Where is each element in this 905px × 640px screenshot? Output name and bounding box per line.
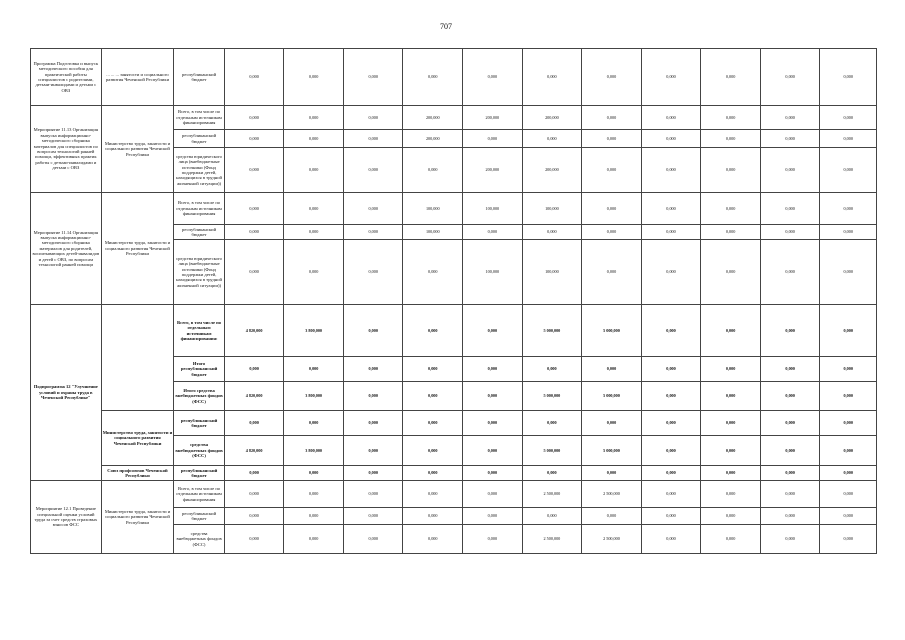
value-cell: 0,000 <box>582 225 642 240</box>
value-cell: 100,000 <box>522 193 582 225</box>
value-cell: 100,000 <box>463 240 523 305</box>
value-cell: 0,000 <box>701 106 761 130</box>
value-cell: 0,000 <box>820 193 877 225</box>
value-cell: 0,000 <box>343 225 403 240</box>
value-cell: 3 800,000 <box>284 436 344 466</box>
executor-cell: Министерство труда, занятости и социального развития Чеченской Республики <box>101 411 174 466</box>
program-name-cell: Подпрограмма 12 "Улучшение условий и охраны труда в Чеченской Республике" <box>31 305 102 481</box>
value-cell: 0,000 <box>343 193 403 225</box>
executor-cell: ... ... ... занятости и социального развития Чеченской Республики <box>101 49 174 106</box>
value-cell: 0,000 <box>760 436 820 466</box>
value-cell: 0,000 <box>224 130 284 148</box>
program-name-cell: Мероприятие 11.14 Организация выпуска информационно-методического сборника материалов для родителей, воспитывающих детей-инвалидов и детей с ОВЗ, по вопросам технологий ранней помощи <box>31 193 102 305</box>
funding-source-cell: республиканский бюджет <box>174 225 224 240</box>
value-cell: 0,000 <box>463 525 523 554</box>
value-cell: 0,000 <box>522 130 582 148</box>
value-cell: 0,000 <box>760 305 820 357</box>
value-cell: 0,000 <box>760 130 820 148</box>
value-cell: 0,000 <box>760 466 820 481</box>
value-cell: 0,000 <box>760 411 820 436</box>
value-cell: 0,000 <box>701 225 761 240</box>
funding-source-cell: республиканский бюджет <box>174 508 224 525</box>
program-name-cell: Мероприятие 11.13 Организация выпуска информационно-методического сборника материалов для специалистов по вопросам технологий ранней помощи, эффективных практик работы с детьми-инвалидами и детьми с ОВЗ <box>31 106 102 193</box>
funding-source-cell: республиканский бюджет <box>174 466 224 481</box>
value-cell: 0,000 <box>582 193 642 225</box>
value-cell: 0,000 <box>403 382 463 411</box>
table-row <box>31 305 877 357</box>
funding-source-cell: Итого средства внебюджетных фондов (ФСС) <box>174 382 224 411</box>
value-cell: 0,000 <box>701 382 761 411</box>
value-cell: 0,000 <box>403 240 463 305</box>
value-cell: 0,000 <box>641 466 701 481</box>
value-cell: 0,000 <box>760 225 820 240</box>
value-cell: 0,000 <box>641 148 701 193</box>
value-cell: 200,000 <box>522 106 582 130</box>
value-cell: 0,000 <box>463 411 523 436</box>
funding-source-cell: Всего, в том числе по отдельным источникам финансирования <box>174 481 224 508</box>
value-cell: 0,000 <box>403 525 463 554</box>
value-cell: 0,000 <box>820 525 877 554</box>
value-cell: 0,000 <box>820 436 877 466</box>
value-cell: 0,000 <box>522 466 582 481</box>
value-cell: 100,000 <box>403 193 463 225</box>
value-cell: 0,000 <box>343 106 403 130</box>
value-cell: 0,000 <box>224 148 284 193</box>
value-cell: 0,000 <box>701 436 761 466</box>
value-cell: 0,000 <box>343 49 403 106</box>
value-cell: 0,000 <box>403 357 463 382</box>
value-cell: 0,000 <box>701 466 761 481</box>
value-cell: 0,000 <box>284 411 344 436</box>
value-cell: 0,000 <box>284 106 344 130</box>
value-cell: 100,000 <box>522 240 582 305</box>
value-cell: 0,000 <box>641 305 701 357</box>
value-cell: 0,000 <box>701 130 761 148</box>
value-cell: 0,000 <box>403 436 463 466</box>
value-cell: 4 820,000 <box>224 382 284 411</box>
value-cell: 200,000 <box>403 130 463 148</box>
value-cell: 0,000 <box>284 49 344 106</box>
value-cell: 2 500,000 <box>522 481 582 508</box>
value-cell: 0,000 <box>403 148 463 193</box>
value-cell: 2 500,000 <box>582 525 642 554</box>
value-cell: 0,000 <box>343 508 403 525</box>
value-cell: 0,000 <box>582 240 642 305</box>
value-cell: 0,000 <box>760 508 820 525</box>
value-cell: 0,000 <box>284 225 344 240</box>
value-cell: 0,000 <box>641 130 701 148</box>
funding-source-cell: Всего, в том числе по отдельным источникам финансирования <box>174 106 224 130</box>
value-cell: 0,000 <box>582 508 642 525</box>
value-cell: 0,000 <box>641 525 701 554</box>
value-cell: 0,000 <box>701 305 761 357</box>
page-number: 707 <box>440 22 452 31</box>
value-cell: 0,000 <box>522 225 582 240</box>
value-cell: 0,000 <box>641 436 701 466</box>
value-cell: 0,000 <box>582 411 642 436</box>
value-cell: 0,000 <box>284 466 344 481</box>
value-cell: 2 500,000 <box>582 481 642 508</box>
funding-source-cell: средства внебюджетных фондов (ФСС) <box>174 525 224 554</box>
funding-source-cell: Итого республиканский бюджет <box>174 357 224 382</box>
value-cell: 0,000 <box>820 225 877 240</box>
value-cell: 0,000 <box>701 411 761 436</box>
value-cell: 0,000 <box>641 240 701 305</box>
table-row <box>31 466 877 481</box>
value-cell: 5 000,000 <box>582 436 642 466</box>
value-cell: 0,000 <box>403 466 463 481</box>
value-cell: 0,000 <box>343 525 403 554</box>
value-cell: 0,000 <box>641 481 701 508</box>
value-cell: 5 000,000 <box>582 305 642 357</box>
value-cell: 0,000 <box>343 382 403 411</box>
value-cell: 0,000 <box>701 481 761 508</box>
value-cell: 0,000 <box>224 508 284 525</box>
funding-source-cell: республиканский бюджет <box>174 49 224 106</box>
value-cell: 0,000 <box>820 508 877 525</box>
value-cell: 0,000 <box>284 240 344 305</box>
value-cell: 0,000 <box>343 305 403 357</box>
table-row <box>31 49 877 106</box>
value-cell: 0,000 <box>760 240 820 305</box>
value-cell: 0,000 <box>760 481 820 508</box>
value-cell: 0,000 <box>224 357 284 382</box>
executor-cell: Министерство труда, занятости и социального развития Чеченской Республики <box>101 106 174 193</box>
value-cell: 0,000 <box>820 49 877 106</box>
value-cell: 0,000 <box>760 106 820 130</box>
value-cell: 0,000 <box>284 508 344 525</box>
value-cell: 200,000 <box>403 106 463 130</box>
value-cell: 0,000 <box>522 411 582 436</box>
value-cell: 0,000 <box>284 481 344 508</box>
value-cell: 0,000 <box>820 130 877 148</box>
funding-source-cell: средства юридического лица (внебюджетные источники (Фонд поддержки детей, находящихся в трудной жизненной ситуации)) <box>174 148 224 193</box>
value-cell: 0,000 <box>463 225 523 240</box>
value-cell: 0,000 <box>701 525 761 554</box>
value-cell: 0,000 <box>343 130 403 148</box>
value-cell: 200,000 <box>463 106 523 130</box>
value-cell: 0,000 <box>284 193 344 225</box>
value-cell: 0,000 <box>284 525 344 554</box>
table-row <box>31 411 877 436</box>
value-cell: 0,000 <box>403 508 463 525</box>
value-cell: 3 800,000 <box>284 382 344 411</box>
funding-source-cell: Всего, в том числе по отдельным источникам финансирования: <box>174 305 224 357</box>
value-cell: 0,000 <box>343 481 403 508</box>
value-cell: 0,000 <box>760 357 820 382</box>
value-cell: 0,000 <box>701 193 761 225</box>
value-cell: 0,000 <box>403 411 463 436</box>
table-body <box>31 49 877 554</box>
value-cell: 100,000 <box>403 225 463 240</box>
value-cell: 0,000 <box>582 148 642 193</box>
value-cell: 0,000 <box>820 148 877 193</box>
table-row <box>31 106 877 130</box>
value-cell: 0,000 <box>701 508 761 525</box>
value-cell: 0,000 <box>284 148 344 193</box>
funding-source-cell: республиканский бюджет <box>174 411 224 436</box>
value-cell: 0,000 <box>463 305 523 357</box>
value-cell: 0,000 <box>224 481 284 508</box>
value-cell: 0,000 <box>641 357 701 382</box>
value-cell: 3 800,000 <box>284 305 344 357</box>
funding-source-cell: средства внебюджетных фондов (ФСС) <box>174 436 224 466</box>
value-cell: 0,000 <box>224 193 284 225</box>
funding-source-cell: республиканский бюджет <box>174 130 224 148</box>
value-cell: 0,000 <box>403 305 463 357</box>
budget-table <box>30 48 877 554</box>
value-cell: 200,000 <box>522 148 582 193</box>
value-cell: 0,000 <box>701 49 761 106</box>
value-cell: 0,000 <box>582 357 642 382</box>
value-cell: 0,000 <box>820 481 877 508</box>
value-cell: 0,000 <box>522 49 582 106</box>
value-cell: 0,000 <box>463 466 523 481</box>
value-cell: 0,000 <box>582 49 642 106</box>
value-cell: 0,000 <box>760 382 820 411</box>
value-cell: 4 820,000 <box>224 436 284 466</box>
value-cell: 0,000 <box>343 411 403 436</box>
value-cell: 0,000 <box>701 148 761 193</box>
value-cell: 5 000,000 <box>522 305 582 357</box>
value-cell: 0,000 <box>284 357 344 382</box>
value-cell: 0,000 <box>760 193 820 225</box>
value-cell: 0,000 <box>463 481 523 508</box>
value-cell: 0,000 <box>760 49 820 106</box>
value-cell: 0,000 <box>284 130 344 148</box>
program-name-cell: Мероприятие 12.1 Проведение специальной оценки условий труда за счет средств страховых взносов ФСС <box>31 481 102 554</box>
value-cell: 0,000 <box>343 148 403 193</box>
value-cell: 0,000 <box>760 525 820 554</box>
value-cell: 5 000,000 <box>522 382 582 411</box>
value-cell: 200,000 <box>463 148 523 193</box>
value-cell: 0,000 <box>224 49 284 106</box>
value-cell: 0,000 <box>641 225 701 240</box>
value-cell: 0,000 <box>820 382 877 411</box>
value-cell: 0,000 <box>224 411 284 436</box>
value-cell: 0,000 <box>343 466 403 481</box>
value-cell: 0,000 <box>224 225 284 240</box>
value-cell: 5 000,000 <box>522 436 582 466</box>
funding-source-cell: средства юридического лица (внебюджетные источники (Фонд поддержки детей, находящихся в трудной жизненной ситуации)) <box>174 240 224 305</box>
value-cell: 0,000 <box>582 106 642 130</box>
value-cell: 0,000 <box>463 49 523 106</box>
value-cell: 0,000 <box>224 240 284 305</box>
value-cell: 0,000 <box>343 436 403 466</box>
value-cell: 0,000 <box>641 49 701 106</box>
value-cell: 0,000 <box>224 525 284 554</box>
value-cell: 0,000 <box>641 106 701 130</box>
value-cell: 0,000 <box>463 382 523 411</box>
value-cell: 2 500,000 <box>522 525 582 554</box>
value-cell: 0,000 <box>701 357 761 382</box>
value-cell: 0,000 <box>582 466 642 481</box>
table-row <box>31 193 877 225</box>
value-cell: 0,000 <box>463 357 523 382</box>
table-row <box>31 481 877 508</box>
executor-cell: Министерство труда, занятости и социального развития Чеченской Республики <box>101 481 174 554</box>
value-cell: 0,000 <box>224 466 284 481</box>
value-cell: 0,000 <box>820 305 877 357</box>
value-cell: 0,000 <box>403 481 463 508</box>
value-cell: 0,000 <box>522 508 582 525</box>
value-cell: 0,000 <box>820 106 877 130</box>
executor-cell <box>101 305 174 411</box>
value-cell: 0,000 <box>820 357 877 382</box>
value-cell: 4 820,000 <box>224 305 284 357</box>
executor-cell: Министерство труда, занятости и социального развития Чеченской Республики <box>101 193 174 305</box>
value-cell: 0,000 <box>760 148 820 193</box>
executor-cell: Союз профсоюзов Чеченской Республики <box>101 466 174 481</box>
value-cell: 0,000 <box>641 411 701 436</box>
funding-source-cell: Всего, в том числе по отдельным источникам финансирования <box>174 193 224 225</box>
value-cell: 0,000 <box>820 240 877 305</box>
program-name-cell: Программа Подготовка и выпуск методического пособия для практической работы специалистов с родителями, детьми-инвалидами и детьми с ОВЗ <box>31 49 102 106</box>
value-cell: 0,000 <box>343 240 403 305</box>
value-cell: 0,000 <box>463 508 523 525</box>
value-cell: 0,000 <box>224 106 284 130</box>
value-cell: 0,000 <box>463 436 523 466</box>
value-cell: 0,000 <box>403 49 463 106</box>
value-cell: 0,000 <box>343 357 403 382</box>
value-cell: 0,000 <box>820 466 877 481</box>
value-cell: 0,000 <box>641 382 701 411</box>
value-cell: 0,000 <box>641 193 701 225</box>
value-cell: 0,000 <box>582 130 642 148</box>
value-cell: 0,000 <box>701 240 761 305</box>
value-cell: 100,000 <box>463 193 523 225</box>
value-cell: 0,000 <box>820 411 877 436</box>
value-cell: 0,000 <box>522 357 582 382</box>
value-cell: 0,000 <box>641 508 701 525</box>
value-cell: 0,000 <box>463 130 523 148</box>
value-cell: 5 000,000 <box>582 382 642 411</box>
